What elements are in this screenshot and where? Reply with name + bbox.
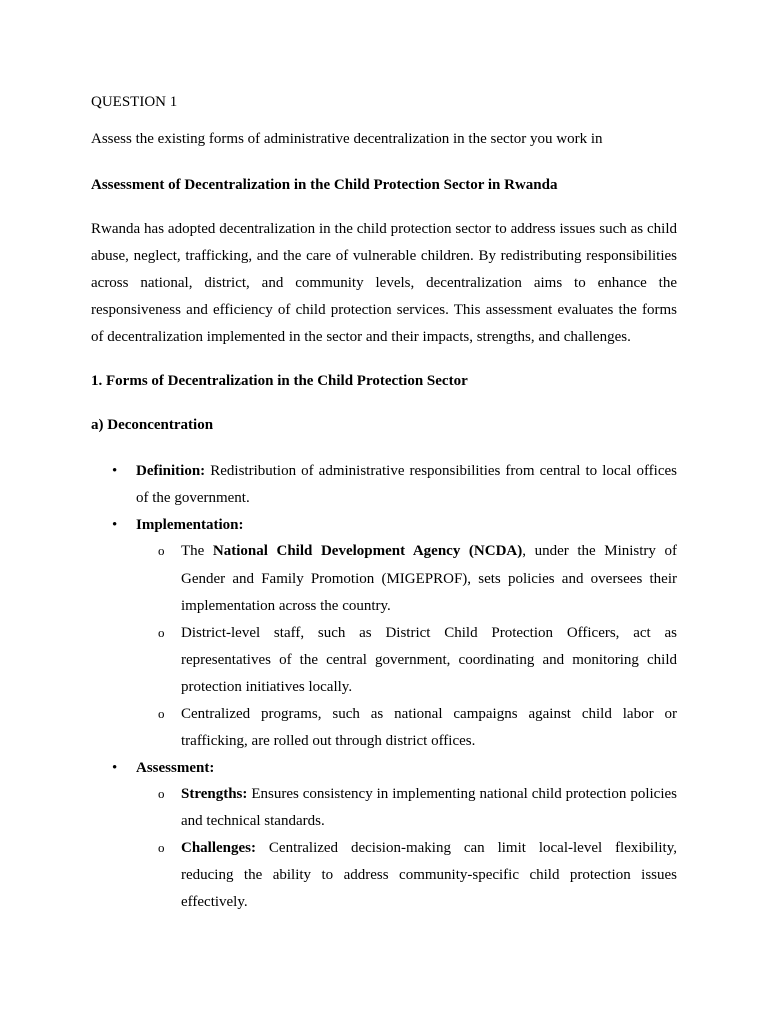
strengths-line-1 [181, 785, 677, 803]
definition-text: Redistribution of administrative responsibilities from central to local offices [210, 463, 677, 479]
section-heading: 1. Forms of Decentralization in the Child Protection Sector [91, 373, 468, 389]
strengths-text: Ensures consistency in implementing national child protection policies [251, 786, 677, 802]
intro-line: across national, district, and community levels, decentralization aims to enhance the [91, 275, 677, 291]
sub-bullet-glyph: o [158, 786, 165, 801]
question-prompt: Assess the existing forms of administrative decentralization in the sector you work in [91, 131, 603, 147]
document-heading: Assessment of Decentralization in the Child Protection Sector in Rwanda [91, 177, 558, 193]
impl-item-1-line-3: implementation across the country. [181, 598, 391, 614]
challenges-line-1 [181, 839, 677, 857]
sub-bullet-glyph: o [158, 625, 165, 640]
impl-item-1-line-2: Gender and Family Promotion (MIGEPROF), sets policies and oversees their [181, 571, 677, 587]
impl-item-1-rest: , under the Ministry of [522, 543, 677, 559]
subsection-heading: a) Deconcentration [91, 417, 214, 433]
bullet-glyph: • [112, 760, 118, 776]
definition-line-2: of the government. [136, 490, 250, 506]
intro-line: abuse, neglect, trafficking, and the care of vulnerable children. By redistributing responsibilities [91, 248, 677, 264]
strengths-label: Strengths: [181, 786, 248, 802]
assessment-label: Assessment: [136, 760, 215, 776]
sub-bullet-glyph: o [158, 543, 165, 558]
definition-line [136, 462, 677, 480]
implementation-label: Implementation: [136, 517, 244, 533]
strengths-line-2: and technical standards. [181, 813, 325, 829]
ncda-name: National Child Development Agency (NCDA) [212, 543, 523, 559]
impl-item-1-prefix: The [181, 543, 205, 559]
challenges-text: Centralized decision-making can limit local-level flexibility, [268, 840, 677, 856]
impl-item-2-line-1: District-level staff, such as District Child Protection Officers, act as [181, 625, 677, 641]
impl-item-2-line-3: protection initiatives locally. [181, 679, 353, 695]
challenges-line-2: reducing the ability to address community-specific child protection issues [181, 867, 677, 883]
challenges-line-3: effectively. [181, 894, 248, 910]
intro-line: responsiveness and efficiency of child protection services. This assessment evaluates the forms [91, 302, 677, 318]
challenges-label: Challenges: [181, 840, 256, 856]
impl-item-2-line-2: representatives of the central government, coordinating and monitoring child [181, 652, 677, 668]
bullet-glyph: • [112, 463, 118, 479]
impl-item-3-line-2: trafficking, are rolled out through district offices. [181, 733, 476, 749]
intro-line: Rwanda has adopted decentralization in the child protection sector to address issues such as child [91, 221, 677, 237]
impl-item-1-line-1 [181, 542, 677, 560]
sub-bullet-glyph: o [158, 706, 165, 721]
definition-label: Definition: [136, 463, 206, 479]
bullet-glyph: • [112, 517, 118, 533]
sub-bullet-glyph: o [158, 840, 165, 855]
question-label: QUESTION 1 [91, 94, 178, 110]
intro-line: of decentralization implemented in the sector and their impacts, strengths, and challenges. [91, 329, 631, 345]
impl-item-3-line-1: Centralized programs, such as national campaigns against child labor or [181, 706, 677, 722]
